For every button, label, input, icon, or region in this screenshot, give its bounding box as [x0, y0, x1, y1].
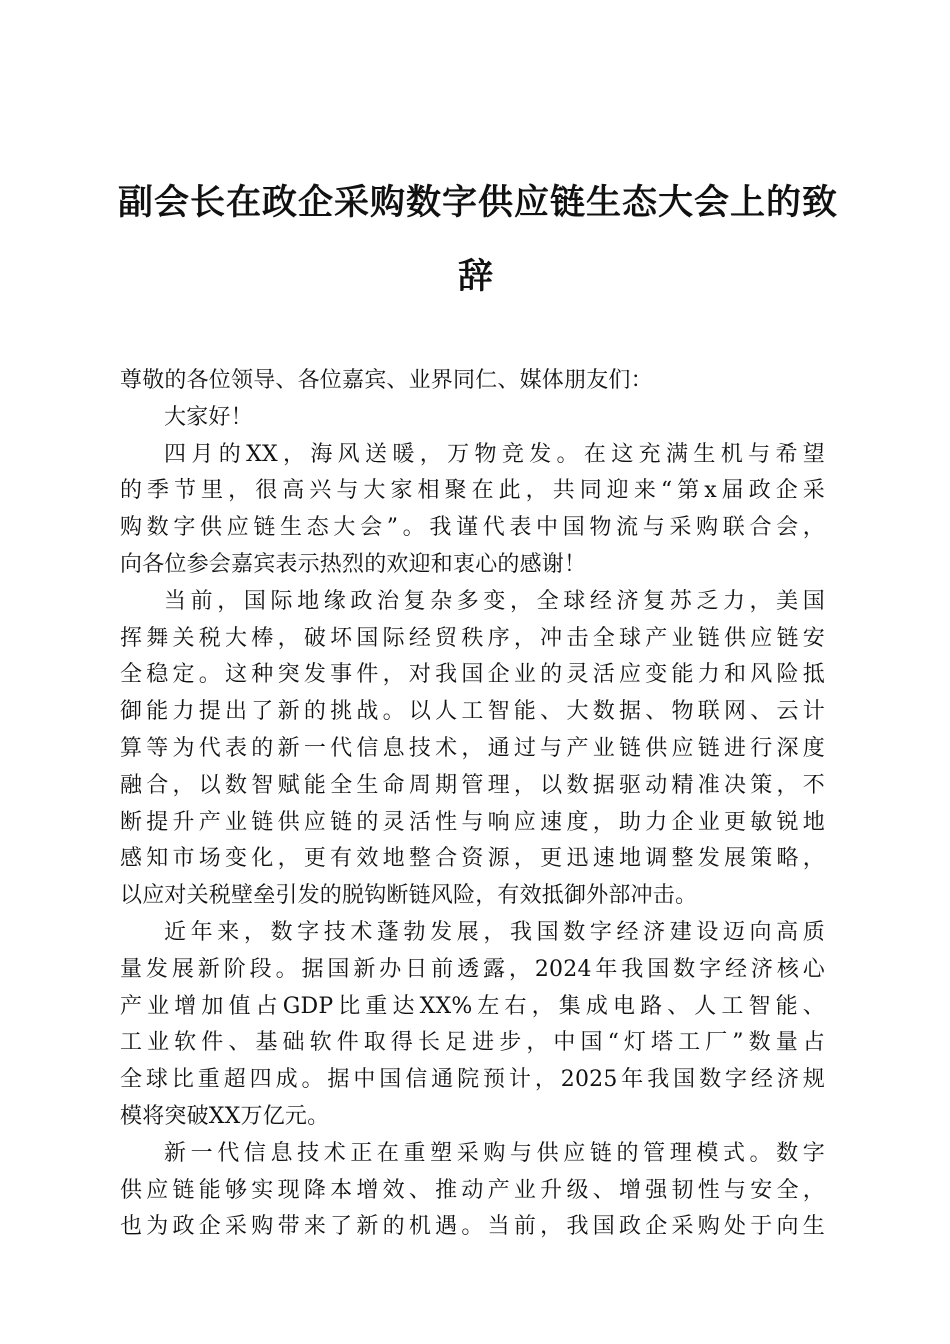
paragraph	[120, 1136, 825, 1246]
paragraph-line: 融合，以数智赋能全生命周期管理，以数据驱动精准决策，不	[120, 772, 825, 798]
paragraph-line: 产业增加值占GDP比重达XX%左右，集成电路、人工智能、	[120, 993, 825, 1019]
title-line: 辞	[457, 256, 494, 297]
paragraph-line: 感知市场变化，更有效地整合资源，更迅速地调整发展策略，	[120, 846, 825, 872]
title-line: 副会长在政企采购数字供应链生态大会上的致	[118, 182, 839, 223]
greeting: 大家好！	[164, 404, 253, 430]
paragraph-line: 断提升产业链供应链的灵活性与响应速度，助力企业更敏锐地	[120, 809, 825, 835]
paragraph	[120, 437, 825, 584]
paragraph-line: 供应链能够实现降本增效、推动产业升级、增强韧性与安全，	[120, 1177, 825, 1203]
salutation: 尊敬的各位领导、各位嘉宾、业界同仁、媒体朋友们：	[120, 368, 653, 393]
paragraph-line: 新一代信息技术正在重塑采购与供应链的管理模式。数字	[164, 1140, 825, 1166]
paragraph-line: 向各位参会嘉宾表示热烈的欢迎和衷心的感谢！	[120, 551, 587, 577]
paragraph-line: 量发展新阶段。据国新办日前透露，2024年我国数字经济核心	[120, 956, 825, 982]
paragraph-line: 御能力提出了新的挑战。以人工智能、大数据、物联网、云计	[120, 699, 825, 725]
paragraph-line: 四月的XX，海风送暖，万物竞发。在这充满生机与希望	[164, 441, 825, 467]
paragraph-line: 全球比重超四成。据中国信通院预计，2025年我国数字经济规	[120, 1067, 825, 1093]
paragraph-line: 也为政企采购带来了新的机遇。当前，我国政企采购处于向生	[120, 1214, 825, 1240]
paragraph	[120, 584, 825, 915]
paragraph-line: 以应对关税壁垒引发的脱钩断链风险，有效抵御外部冲击。	[120, 883, 698, 909]
paragraph	[120, 915, 825, 1136]
document-title	[118, 166, 839, 314]
paragraph-line: 工业软件、基础软件取得长足进步，中国“灯塔工厂”数量占	[120, 1030, 825, 1056]
paragraph-line: 算等为代表的新一代信息技术，通过与产业链供应链进行深度	[120, 735, 825, 761]
paragraph-line: 当前，国际地缘政治复杂多变，全球经济复苏乏力，美国	[164, 588, 825, 614]
paragraph-line: 挥舞关税大棒，破坏国际经贸秩序，冲击全球产业链供应链安	[120, 625, 825, 651]
paragraph-line: 的季节里，很高兴与大家相聚在此，共同迎来“第x届政企采	[120, 478, 825, 504]
paragraph-line: 近年来，数字技术蓬勃发展，我国数字经济建设迈向高质	[164, 919, 825, 945]
paragraph-line: 全稳定。这种突发事件，对我国企业的灵活应变能力和风险抵	[120, 662, 825, 688]
paragraph-line: 购数字供应链生态大会”。我谨代表中国物流与采购联合会，	[120, 515, 825, 541]
paragraph-line: 模将突破XX万亿元。	[120, 1103, 330, 1129]
document-body	[120, 363, 825, 1246]
